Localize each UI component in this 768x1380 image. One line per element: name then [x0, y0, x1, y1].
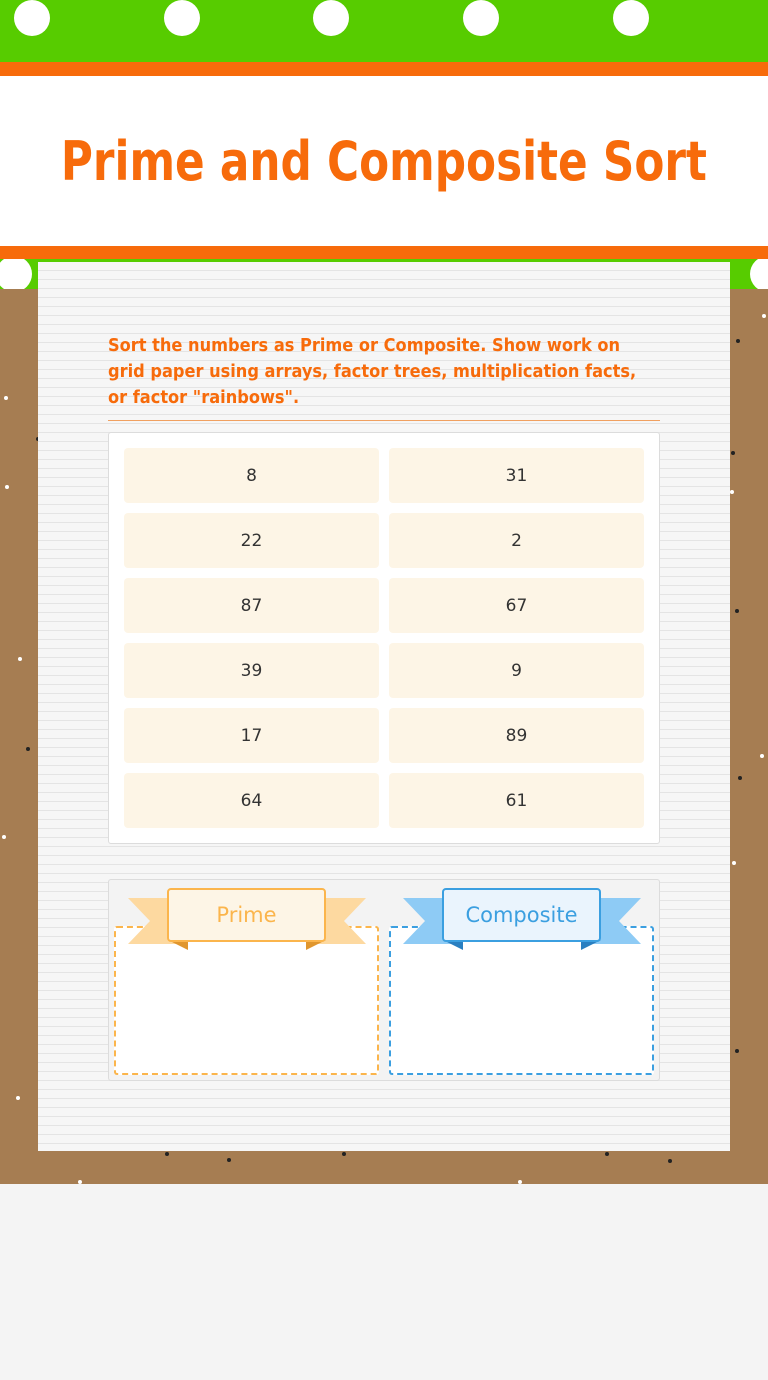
number-tile[interactable]: 89 — [389, 708, 644, 763]
orange-stripe-bottom — [0, 246, 768, 259]
number-tile[interactable]: 61 — [389, 773, 644, 828]
number-tile[interactable]: 9 — [389, 643, 644, 698]
instructions-text: Sort the numbers as Prime or Composite. Show work on grid paper using arrays, factor trees, multiplication facts, or factor "rainbows". — [108, 335, 637, 408]
polka-dot-banner — [0, 0, 768, 62]
number-tile[interactable]: 22 — [124, 513, 379, 568]
number-tile[interactable]: 64 — [124, 773, 379, 828]
number-tile[interactable]: 67 — [389, 578, 644, 633]
number-tile[interactable]: 8 — [124, 448, 379, 503]
number-tile[interactable]: 87 — [124, 578, 379, 633]
prime-bin-label: Prime — [167, 888, 326, 942]
instructions-divider — [108, 420, 660, 421]
title-area — [0, 76, 768, 246]
composite-bin-label: Composite — [442, 888, 601, 942]
page-title: Prime and Composite Sort — [60, 129, 708, 193]
number-tile[interactable]: 17 — [124, 708, 379, 763]
orange-stripe-top — [0, 62, 768, 76]
number-tile[interactable]: 39 — [124, 643, 379, 698]
number-tile[interactable]: 31 — [389, 448, 644, 503]
number-tile[interactable]: 2 — [389, 513, 644, 568]
